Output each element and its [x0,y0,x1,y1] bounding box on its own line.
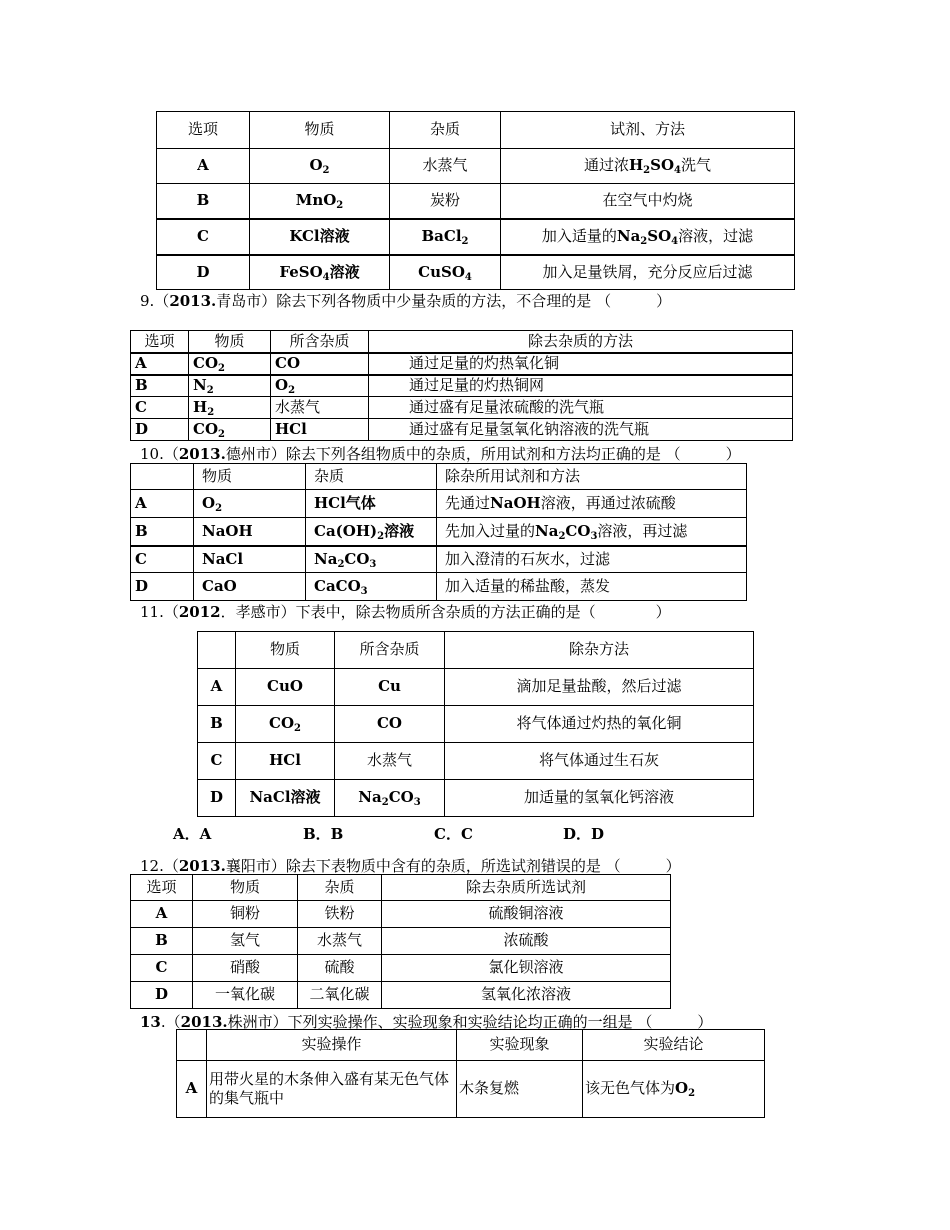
substance-cell: MnO$_2$ [250,184,390,219]
impurity-cell: $Ca(OH)_2$溶液 [306,518,437,546]
option-cell: B [157,184,250,219]
conclusion-cell: 该无色气体为$O_2$ [583,1061,765,1118]
substance-cell: $CO_2$ [189,419,271,441]
method-cell: 通过浓$H_2SO_4$洗气 [501,149,795,184]
table-3 [130,463,747,601]
table-header-row [177,1030,765,1061]
header-cell: 物质 [189,331,271,353]
impurity-cell: CO [271,353,369,375]
method-cell: 先通过NaOH溶液，再通过浓硫酸 [437,490,747,518]
impurity-cell: CuSO$_4$ [390,255,501,290]
reagent-cell: 硫酸铜溶液 [382,901,671,928]
table-row [131,490,747,518]
header-cell: 物质 [236,632,335,669]
impurity-cell: HCl [271,419,369,441]
table-row [198,706,754,743]
table-row [198,743,754,780]
option-cell: C [131,546,194,573]
question-9: 9.（2013.青岛市）除去下列各物质中少量杂质的方法，不合理的是 （ ） [140,292,672,310]
table-row [131,928,671,955]
option-cell: A [131,353,189,375]
method-cell: 将气体通过灼热的氧化铜 [445,706,754,743]
table-row [177,1061,765,1118]
table-header-row [131,331,793,353]
impurity-cell: BaCl$_2$ [390,219,501,255]
table-header-row [157,112,795,149]
impurity-cell: HCl气体 [306,490,437,518]
substance-cell: CaO [194,573,306,601]
header-cell: 除去杂质的方法 [369,331,793,353]
option-cell: B [131,518,194,546]
header-cell: 实验现象 [457,1030,583,1061]
method-cell: 加入足量铁屑，充分反应后过滤 [501,255,795,290]
substance-cell: 硝酸 [193,955,298,982]
substance-cell: $N_2$ [189,375,271,397]
impurity-cell: 铁粉 [298,901,382,928]
method-cell: 将气体通过生石灰 [445,743,754,780]
table-row [131,982,671,1009]
option-cell: C [157,219,250,255]
table-header-row [131,875,671,901]
header-cell [177,1030,207,1061]
table-row [157,184,795,219]
option-cell: D [131,419,189,441]
header-cell: 实验操作 [207,1030,457,1061]
impurity-cell: 水蒸气 [335,743,445,780]
table-row [157,149,795,184]
header-cell: 选项 [131,331,189,353]
table-row [131,397,793,419]
method-cell: 通过足量的灼热氧化铜 [369,353,793,375]
method-cell: 通过足量的灼热铜网 [369,375,793,397]
table-row [131,573,747,601]
table-row [131,353,793,375]
option-cell: A [131,901,193,928]
header-cell: 物质 [194,464,306,490]
operation-cell: 用带火星的木条伸入盛有某无色气体的集气瓶中 [207,1061,457,1118]
table-row [131,375,793,397]
question-13: 13.（2013.株洲市）下列实验操作、实验现象和实验结论均正确的一组是 （ ） [140,1013,713,1031]
header-cell: 试剂、方法 [501,112,795,149]
table-row [131,546,747,573]
table-row [157,219,795,255]
impurity-cell: $Na_2CO_3$ [335,780,445,817]
table-6 [176,1029,765,1118]
substance-cell: KCl溶液 [250,219,390,255]
header-cell: 选项 [157,112,250,149]
impurity-cell: 硫酸 [298,955,382,982]
header-cell: 物质 [250,112,390,149]
option-cell: B [198,706,236,743]
method-cell: 先加入过量的$Na_2CO_3$溶液，再过滤 [437,518,747,546]
answer-option-a: A．A [173,825,212,843]
method-cell: 加入澄清的石灰水，过滤 [437,546,747,573]
table-1 [156,111,795,290]
option-cell: B [131,375,189,397]
substance-cell: NaOH [194,518,306,546]
header-cell [198,632,236,669]
substance-cell: NaCl [194,546,306,573]
substance-cell: 一氧化碳 [193,982,298,1009]
option-cell: B [131,928,193,955]
reagent-cell: 氯化钡溶液 [382,955,671,982]
option-cell: C [131,955,193,982]
table-header-row [198,632,754,669]
answer-option-b: B．B [303,825,344,843]
answer-option-c: C．C [434,825,473,843]
phenomenon-cell: 木条复燃 [457,1061,583,1118]
option-cell: D [198,780,236,817]
header-cell: 选项 [131,875,193,901]
method-cell: 在空气中灼烧 [501,184,795,219]
question-12: 12.（2013.襄阳市）除去下表物质中含有的杂质，所选试剂错误的是 （ ） [140,857,681,875]
substance-cell: FeSO$_4$溶液 [250,255,390,290]
table-4 [197,631,754,817]
impurity-cell: 水蒸气 [271,397,369,419]
option-cell: A [157,149,250,184]
option-cell: D [131,982,193,1009]
header-cell: 除杂所用试剂和方法 [437,464,747,490]
table-row [131,955,671,982]
method-cell: 加入适量的稀盐酸，蒸发 [437,573,747,601]
method-cell: 滴加足量盐酸，然后过滤 [445,669,754,706]
impurity-cell: $Na_2CO_3$ [306,546,437,573]
header-cell: 所含杂质 [335,632,445,669]
impurity-cell: 炭粉 [390,184,501,219]
substance-cell: 氢气 [193,928,298,955]
question-10: 10.（2013.德州市）除去下列各组物质中的杂质，所用试剂和方法均正确的是 （ ） [140,445,741,463]
header-cell: 除杂方法 [445,632,754,669]
table-header-row [131,464,747,490]
substance-cell: $O_2$ [250,149,390,184]
reagent-cell: 氢氧化浓溶液 [382,982,671,1009]
header-cell: 实验结论 [583,1030,765,1061]
header-cell: 物质 [193,875,298,901]
header-cell: 杂质 [390,112,501,149]
option-cell: A [131,490,194,518]
option-cell: D [157,255,250,290]
question-11: 11.（2012．孝感市）下表中，除去物质所含杂质的方法正确的是（ ） [140,603,671,621]
header-cell [131,464,194,490]
option-cell: A [198,669,236,706]
substance-cell: $CO_2$ [236,706,335,743]
substance-cell: 铜粉 [193,901,298,928]
impurity-cell: $O_2$ [271,375,369,397]
table-row [198,780,754,817]
option-cell: C [198,743,236,780]
table-5 [130,874,671,1009]
method-cell: 通过盛有足量氢氧化钠溶液的洗气瓶 [369,419,793,441]
substance-cell: HCl [236,743,335,780]
option-cell: C [131,397,189,419]
table-row [198,669,754,706]
option-cell: A [177,1061,207,1118]
header-cell: 所含杂质 [271,331,369,353]
substance-cell: $H_2$ [189,397,271,419]
method-cell: 加入适量的$Na_2SO_4$溶液，过滤 [501,219,795,255]
header-cell: 杂质 [298,875,382,901]
impurity-cell: CaCO$_3$ [306,573,437,601]
table-row [131,901,671,928]
header-cell: 除去杂质所选试剂 [382,875,671,901]
impurity-cell: 二氧化碳 [298,982,382,1009]
reagent-cell: 浓硫酸 [382,928,671,955]
table-row [131,419,793,441]
table-2 [130,330,793,441]
header-cell: 杂质 [306,464,437,490]
option-cell: D [131,573,194,601]
impurity-cell: 水蒸气 [298,928,382,955]
substance-cell: $CO_2$ [189,353,271,375]
method-cell: 加适量的氢氧化钙溶液 [445,780,754,817]
answer-option-d: D．D [563,825,605,843]
impurity-cell: CO [335,706,445,743]
substance-cell: $O_2$ [194,490,306,518]
substance-cell: NaCl溶液 [236,780,335,817]
method-cell: 通过盛有足量浓硫酸的洗气瓶 [369,397,793,419]
table-row [131,518,747,546]
impurity-cell: Cu [335,669,445,706]
substance-cell: CuO [236,669,335,706]
impurity-cell: 水蒸气 [390,149,501,184]
table-row [157,255,795,290]
